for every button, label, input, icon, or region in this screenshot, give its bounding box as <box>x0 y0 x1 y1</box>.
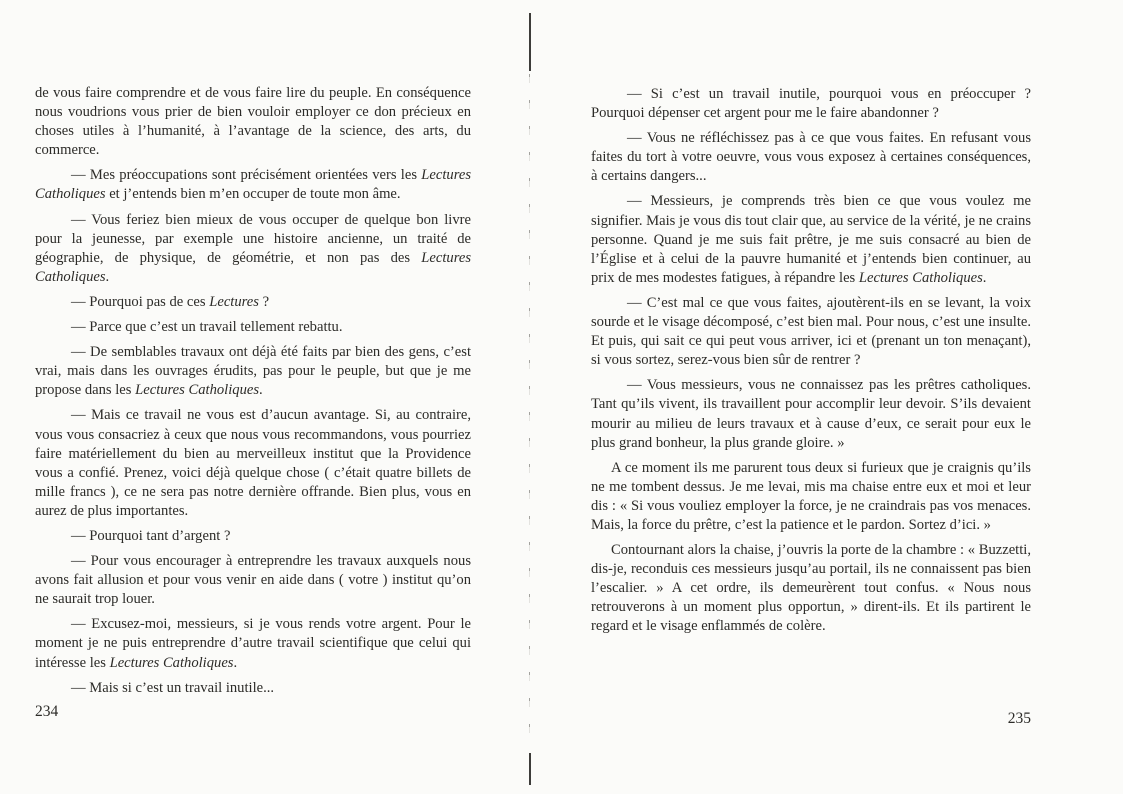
text-run: — Mes préoccupations sont précisément orientées vers les <box>71 167 422 184</box>
left-page-text-block <box>35 84 471 704</box>
italic-work-title: Lectures <box>209 293 259 310</box>
paragraph <box>591 85 1031 123</box>
text-run: — Mais ce travail ne vous est d’aucun avantage. Si, au contraire, vous vous consacriez à ceux que nous vous recommandons, vous pourriez faire matériellement du bien au merveilleux institut que la Providence vous a confié. Prenez, voici déjà quelque chose ( c’était quatre billets de mille francs ), ce ne sera pas notre dernière offrande. Bien plus, vous en aurez de plus importantes. <box>35 407 471 519</box>
text-run: — De semblables travaux ont déjà été faits par bien des gens, c’est vrai, mais dans les ouvrages érudits, pas pour le peuple, but que je me propose dans les <box>35 344 471 399</box>
italic-work-title: Lectures Catholiques <box>35 167 471 203</box>
paragraph <box>591 294 1031 370</box>
paragraph <box>591 541 1031 636</box>
gutter-line-bottom-segment <box>529 753 531 785</box>
paragraph <box>35 615 471 672</box>
text-run: . <box>982 269 987 286</box>
paragraph <box>35 211 471 287</box>
text-run: . <box>233 654 238 671</box>
right-page-number: 235 <box>1007 710 1031 727</box>
text-run: — Excusez-moi, messieurs, si je vous rends votre argent. Pour le moment je ne puis entreprendre d’autre travail scientifique que celui qui intéresse les <box>35 616 471 671</box>
paragraph <box>35 293 471 312</box>
text-run: — Si c’est un travail inutile, pourquoi vous en préoccuper ? Pourquoi dépenser cet argent pour me le faire abandonner ? <box>591 86 1031 122</box>
text-run: — Vous feriez bien mieux de vous occuper de quelque bon livre pour la jeunesse, par exemple une histoire ancienne, un traité de géographie, de physique, de géométrie, et non pas des <box>35 211 471 266</box>
text-run: Contournant alors la chaise, j’ouvris la porte de la chambre : « Buzzetti, dis-je, reconduis ces messieurs jusqu’au portail, ils ne connaissent pas bien l’escalier. » A cet ordre, ils demeurèrent tout confus. « Nous nous retrouverons à un moment plus opportun, » dirent-ils. Et ils partirent le regard et le visage enflammés de colère. <box>591 542 1031 635</box>
gutter-line-top-segment <box>529 13 531 71</box>
text-run: — Pourquoi tant d’argent ? <box>71 527 231 544</box>
text-run: — Pourquoi pas de ces <box>71 293 210 310</box>
paragraph <box>35 552 471 609</box>
paragraph <box>35 527 471 546</box>
text-run: ? <box>258 293 270 310</box>
text-run: de vous faire comprendre et de vous faire lire du peuple. En conséquence nous voudrions vous prier de bien vouloir employer ce don précieux en choses utiles à l’humanité, à l’avantage de la science, des arts, du commerce. <box>35 85 471 159</box>
text-run: . <box>259 382 263 399</box>
text-run: — Pour vous encourager à entreprendre les travaux auxquels nous avons fait allusion et pour vous venir en aide dans ( votre ) institut qu’on ne saurait trop louer. <box>35 553 471 608</box>
text-run: . <box>105 268 110 285</box>
text-run: — Mais si c’est un travail inutile... <box>71 679 275 696</box>
text-run: et j’entends bien m’en occuper de toute mon âme. <box>105 186 401 203</box>
text-run: — Parce que c’est un travail tellement rebattu. <box>71 319 343 336</box>
paragraph <box>35 166 471 204</box>
paragraph <box>35 406 471 521</box>
text-run: — C’est mal ce que vous faites, ajoutèrent-ils en se levant, la voix sourde et le visage décomposé, c’est bien mal. Pour nous, c’est une insulte. Et puis, qui sait ce qui peut vous arriver, ici et (prenant un ton menaçant), si vous sortez, serez-vous bien sûr de rentrer ? <box>591 294 1031 369</box>
paragraph <box>35 343 471 400</box>
paragraph <box>35 318 471 337</box>
italic-work-title: Lectures Catholiques <box>35 249 471 285</box>
text-run: A ce moment ils me parurent tous deux si furieux que je craignis qu’ils ne me tombent dessus. Je me levai, mis ma chaise entre eux et moi et leur dis : « Si vous vouliez employer la force, je ne craindrais pas vos menaces. Mais, la force du prêtre, c’est la patience et le pardon. Sortez d’ici. » <box>591 459 1031 533</box>
text-run: — Vous ne réfléchissez pas à ce que vous faites. En refusant vous faites du tort à votre oeuvre, vous vous exposez à certaines conséquences, à certains dangers... <box>591 130 1031 185</box>
italic-work-title: Lectures Catholiques <box>858 269 983 286</box>
italic-work-title: Lectures Catholiques <box>109 654 234 671</box>
paragraph <box>591 129 1031 186</box>
paragraph <box>591 192 1031 287</box>
paragraph <box>591 376 1031 452</box>
text-run: — Vous messieurs, vous ne connaissez pas les prêtres catholiques. Tant qu’ils vivent, ils travaillent pour accomplir leur devoir. S’ils devaient mourir au milieu de leurs travaux et à cause d’eux, ce serait pour eux le plus grand bonheur, la plus grande gloire. » <box>591 377 1031 451</box>
page-gutter-fold-line <box>529 0 531 794</box>
italic-work-title: Lectures Catholiques <box>135 382 260 399</box>
text-run: — Messieurs, je comprends très bien ce que vous voulez me signifier. Mais je vous dis tout clair que, au service de la vérité, je ne crains personne. Quand je me suis fait prêtre, je me suis consacré au bien de l’Église et à celui de la pauvre humanité et j’entends bien continuer, au prix de mes modestes fatigues, à répandre les <box>591 193 1031 286</box>
gutter-line-dashed-segment <box>529 74 530 750</box>
paragraph <box>35 679 471 698</box>
right-page-text-block <box>591 85 1031 643</box>
paragraph <box>35 84 471 160</box>
paragraph <box>591 459 1031 535</box>
left-page-number: 234 <box>35 703 59 720</box>
